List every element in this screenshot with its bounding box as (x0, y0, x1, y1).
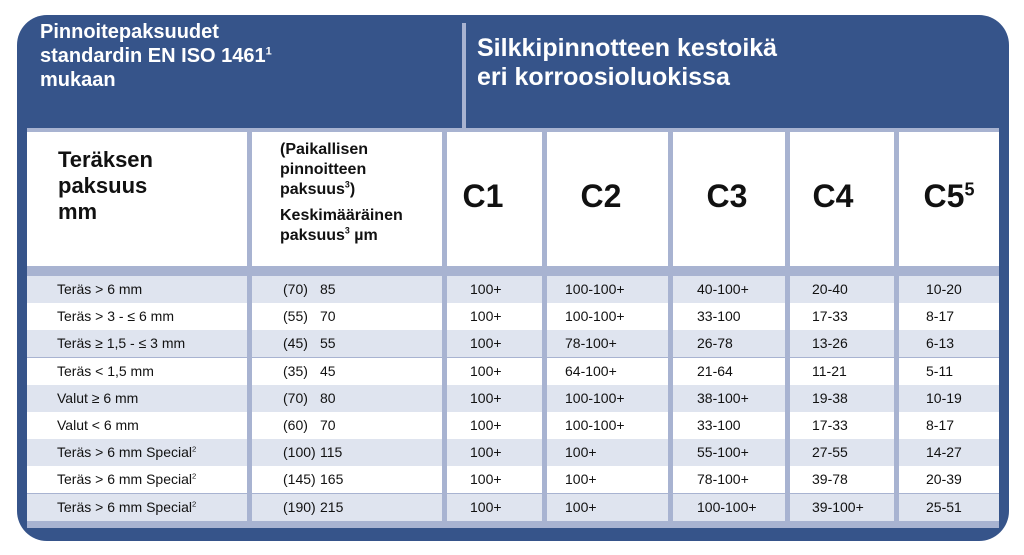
steel-thickness-label: Teräksen paksuus mm (58, 147, 153, 224)
table-cell-avg: 215 (320, 498, 344, 515)
header-right-line1: Silkkipinnotteen kestoikä (477, 34, 778, 62)
table-cell-c1: 100+ (470, 281, 502, 297)
header-left-line1: Pinnoitepaksuudet (40, 21, 219, 43)
table-cell-c2: 100+ (565, 444, 597, 461)
table-cell-c4: 19-38 (812, 389, 848, 406)
table-cell-label: Teräs > 6 mm Special$^2$ (57, 471, 197, 488)
table-cell-c5: 10-20 (926, 281, 962, 297)
table-cell-avg: 115 (320, 444, 343, 461)
table-cell-c5: 5-11 (926, 362, 953, 379)
table-cell-avg: 70 (320, 417, 336, 433)
table-cell-label: Teräs > 6 mm Special$^2$ (57, 444, 197, 461)
table-cell-local: (45) (283, 335, 308, 352)
table-cell-local: (145) (283, 471, 316, 488)
table-cell-c2: 100-100+ (565, 389, 625, 406)
table-cell-c3: 33-100 (697, 417, 741, 433)
row-background (252, 466, 442, 493)
table-cell-c3: 38-100+ (697, 389, 749, 406)
table-cell-c3: 26-78 (697, 335, 733, 352)
table-cell-c1: 100+ (470, 389, 502, 406)
table-cell-c3: 100-100+ (697, 498, 757, 515)
table-cell-c4: 17-33 (812, 308, 848, 325)
header-right-line2: eri korroosioluokissa (477, 63, 730, 91)
table-cell-label: Teräs > 3 - ≤ 6 mm (57, 308, 174, 325)
row-background (252, 494, 442, 521)
table-cell-local: (55) (283, 308, 308, 325)
table-cell-c5: 6-13 (926, 335, 955, 352)
table-cell-c3: 40-100+ (697, 281, 749, 297)
table-cell-local: (60) (283, 417, 308, 433)
table-cell-c1: 100+ (470, 498, 502, 515)
table-cell-local: (100) (283, 444, 316, 461)
header-lifetime (477, 34, 777, 92)
table-cell-avg: 70 (320, 308, 336, 325)
table-cell-label: Teräs ≥ 1,5 - ≤ 3 mm (57, 335, 186, 352)
table-cell-c5: 8-17 (926, 308, 955, 325)
table-cell-c2: 100+ (565, 471, 597, 488)
table-cell-c5: 10-19 (926, 389, 962, 406)
table-cell-c2: 64-100+ (565, 362, 617, 379)
table-cell-avg: 80 (320, 389, 336, 406)
table-cell-c4: 20-40 (812, 281, 848, 297)
table-cell-avg: 55 (320, 335, 336, 352)
table-cell-c4: 39-78 (812, 471, 848, 488)
table-cell-local: (190) (283, 498, 316, 515)
row-background (252, 330, 442, 357)
table-cell-c1: 100+ (470, 335, 502, 352)
table-cell-label: Teräs > 6 mm (57, 281, 143, 297)
class-c5: $C5^5$ (923, 178, 975, 214)
row-background (252, 358, 442, 385)
table-cell-label: Valut < 6 mm (57, 417, 139, 433)
header-coating-standard (40, 20, 272, 92)
table-cell-c1: 100+ (470, 417, 502, 433)
row-background (252, 439, 442, 466)
row-background (252, 276, 442, 303)
table-cell-c1: 100+ (470, 308, 502, 325)
row-background (252, 385, 442, 412)
table-cell-local: (35) (283, 362, 308, 379)
header-left-line3: mukaan (40, 69, 116, 91)
table-cell-c2: 100+ (565, 498, 597, 515)
table-cell-c2: 100-100+ (565, 417, 625, 433)
table-cell-c1: 100+ (470, 471, 502, 488)
table-cell-c1: 100+ (470, 444, 502, 461)
table-cell-c4: 17-33 (812, 417, 848, 433)
header-left-line2: standardin EN ISO 1461$^1$ (40, 45, 272, 67)
table-cell-c2: 100-100+ (565, 308, 625, 325)
class-c3: C3 (706, 178, 748, 214)
table-cell-c4: 11-21 (812, 362, 847, 379)
table-cell-c5: 20-39 (926, 471, 962, 488)
table-cell-label: Teräs > 6 mm Special$^2$ (57, 498, 197, 515)
table-cell-c4: 39-100+ (812, 498, 864, 515)
table-cell-c5: 14-27 (926, 444, 962, 461)
table-cell-label: Valut ≥ 6 mm (57, 389, 139, 406)
class-c1: C1 (462, 178, 504, 214)
table-cell-c1: 100+ (470, 362, 502, 379)
table-cell-local: (70) (283, 389, 308, 406)
table-cell-c5: 25-51 (926, 498, 962, 515)
row-background (252, 412, 442, 439)
table-cell-local: (70) (283, 281, 308, 297)
table-cell-c2: 78-100+ (565, 335, 617, 352)
table-cell-c2: 100-100+ (565, 281, 625, 297)
class-c2: C2 (580, 178, 622, 214)
table-cell-avg: 85 (320, 281, 336, 297)
row-background (252, 303, 442, 330)
table-cell-c3: 33-100 (697, 308, 741, 325)
header-separator (462, 23, 466, 133)
table-cell-c4: 13-26 (812, 335, 848, 352)
table-cell-c4: 27-55 (812, 444, 848, 461)
table-cell-avg: 165 (320, 471, 344, 488)
table-cell-label: Teräs < 1,5 mm (57, 362, 154, 379)
table-cell-c3: 55-100+ (697, 444, 749, 461)
table-cell-c5: 8-17 (926, 417, 955, 433)
table-cell-c3: 21-64 (697, 362, 733, 379)
coating-thickness-label: (Paikallisen pinnoitteen paksuus$^3$) Keskimääräinen paksuus$^3$ µm (280, 141, 403, 244)
table-cell-c3: 78-100+ (697, 471, 749, 488)
table-cell-avg: 45 (320, 362, 336, 379)
class-c4: C4 (812, 178, 854, 214)
